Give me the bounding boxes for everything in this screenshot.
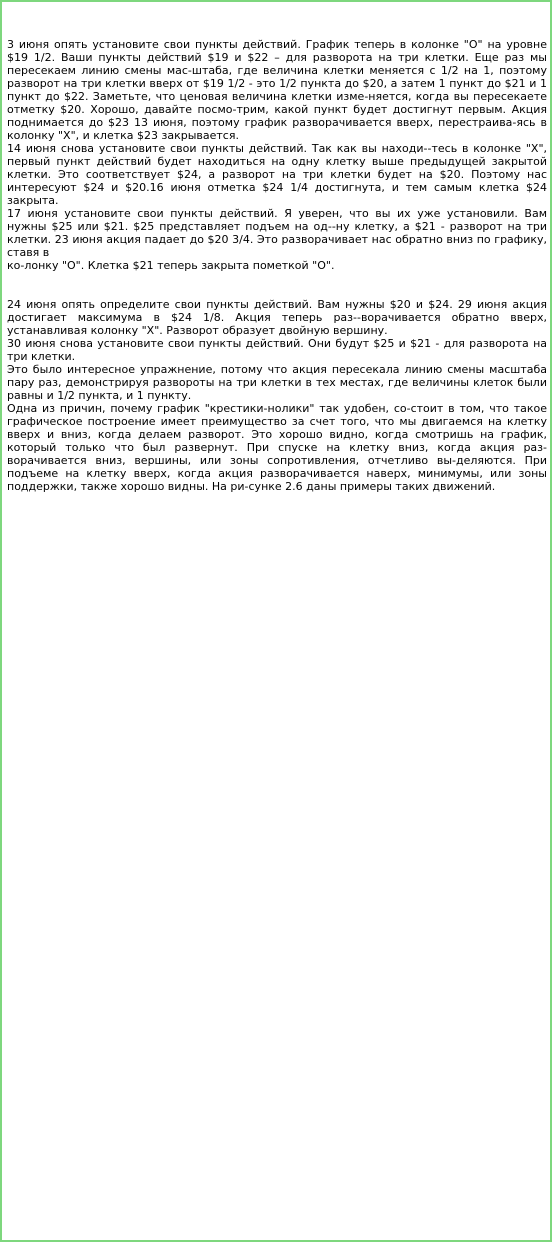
paragraph-june-14: 14 июня снова установите свои пункты действий. Так как вы находи--тесь в колонке "X", первый пункт действий будет находиться на одну клетку выше предыдущей закрытой клетки. Это соответствует $24, а разворот на три клетки будет на $20. Поэтому нас интересуют $24 и $20.16 июня отметка $24 1/4 достигнута, и тем самым клетка $24 закрыта. [7,142,547,207]
paragraph-point-figure-advantage: Одна из причин, почему график "крестики-нолики" так удобен, со-стоит в том, что такое графическое построение имеет преимущество за счет того, что мы двигаемся на клетку вверх и вниз, когда делаем разворот. Это хорошо видно, когда смотришь на график, который только что был развернут. При спуске на клетку вниз, когда акция раз-ворачивается вниз, вершины, или зоны сопротивления, отчетливо вы-деляются. При подъеме на клетку вверх, когда акция разворачивается наверх, минимумы, или зоны поддержки, также хорошо видны. На ри-сунке 2.6 даны примеры таких движений. [7,402,547,493]
paragraph-june-17: 17 июня установите свои пункты действий. Я уверен, что вы их уже установили. Вам нужны $25 или $21. $25 представляет подъем на од--ну клетку, а $21 - разворот на три клетки. 23 июня акция падает до $20 3/4. Это разворачивает нас обратно вниз по графику, ставя в [7,207,547,259]
paragraph-gap [7,272,547,298]
paragraph-june-30: 30 июня снова установите свои пункты действий. Они будут $25 и $21 - для разворота на три клетки. [7,337,547,363]
paragraph-june-17-continued: ко-лонку "O". Клетка $21 теперь закрыта пометкой "O". [7,259,335,272]
paragraph-exercise-note: Это было интересное упражнение, потому что акция пересекала линию смены масштаба пару раз, демонстрируя развороты на три клетки в тех местах, где величины клеток были равны и 1/2 пункта, и 1 пункту. [7,363,547,402]
paragraph-june-3: 3 июня опять установите свои пункты действий. График теперь в колонке "O" на уровне $19 1/2. Ваши пункты действий $19 и $22 – для разворота на три клетки. Еще раз мы пересекаем линию смены мас-штаба, где величина клетки меняется с 1/2 на 1, поэтому разворот на три клетки вверх от $19 1/2 - это 1/2 пункта до $20, а затем 1 пункт до $21 и 1 пункт до $22. Заметьте, что ценовая величина клетки изме-няется, когда вы пересекаете отметку $20. Хорошо, давайте посмо-трим, какой пункт будет достигнут первым. Акция поднимается до $23 13 июня, поэтому график разворачивается вверх, перестраива-ясь в колонку "X", и клетка $23 закрывается. [7,38,547,142]
paragraph-june-24: 24 июня опять определите свои пункты действий. Вам нужны $20 и $24. 29 июня акция достигает максимума в $24 1/8. Акция теперь раз--ворачивается обратно вверх, устанавливая колонку "X". Разворот образует двойную вершину. [7,298,547,337]
document-body [7,38,547,493]
